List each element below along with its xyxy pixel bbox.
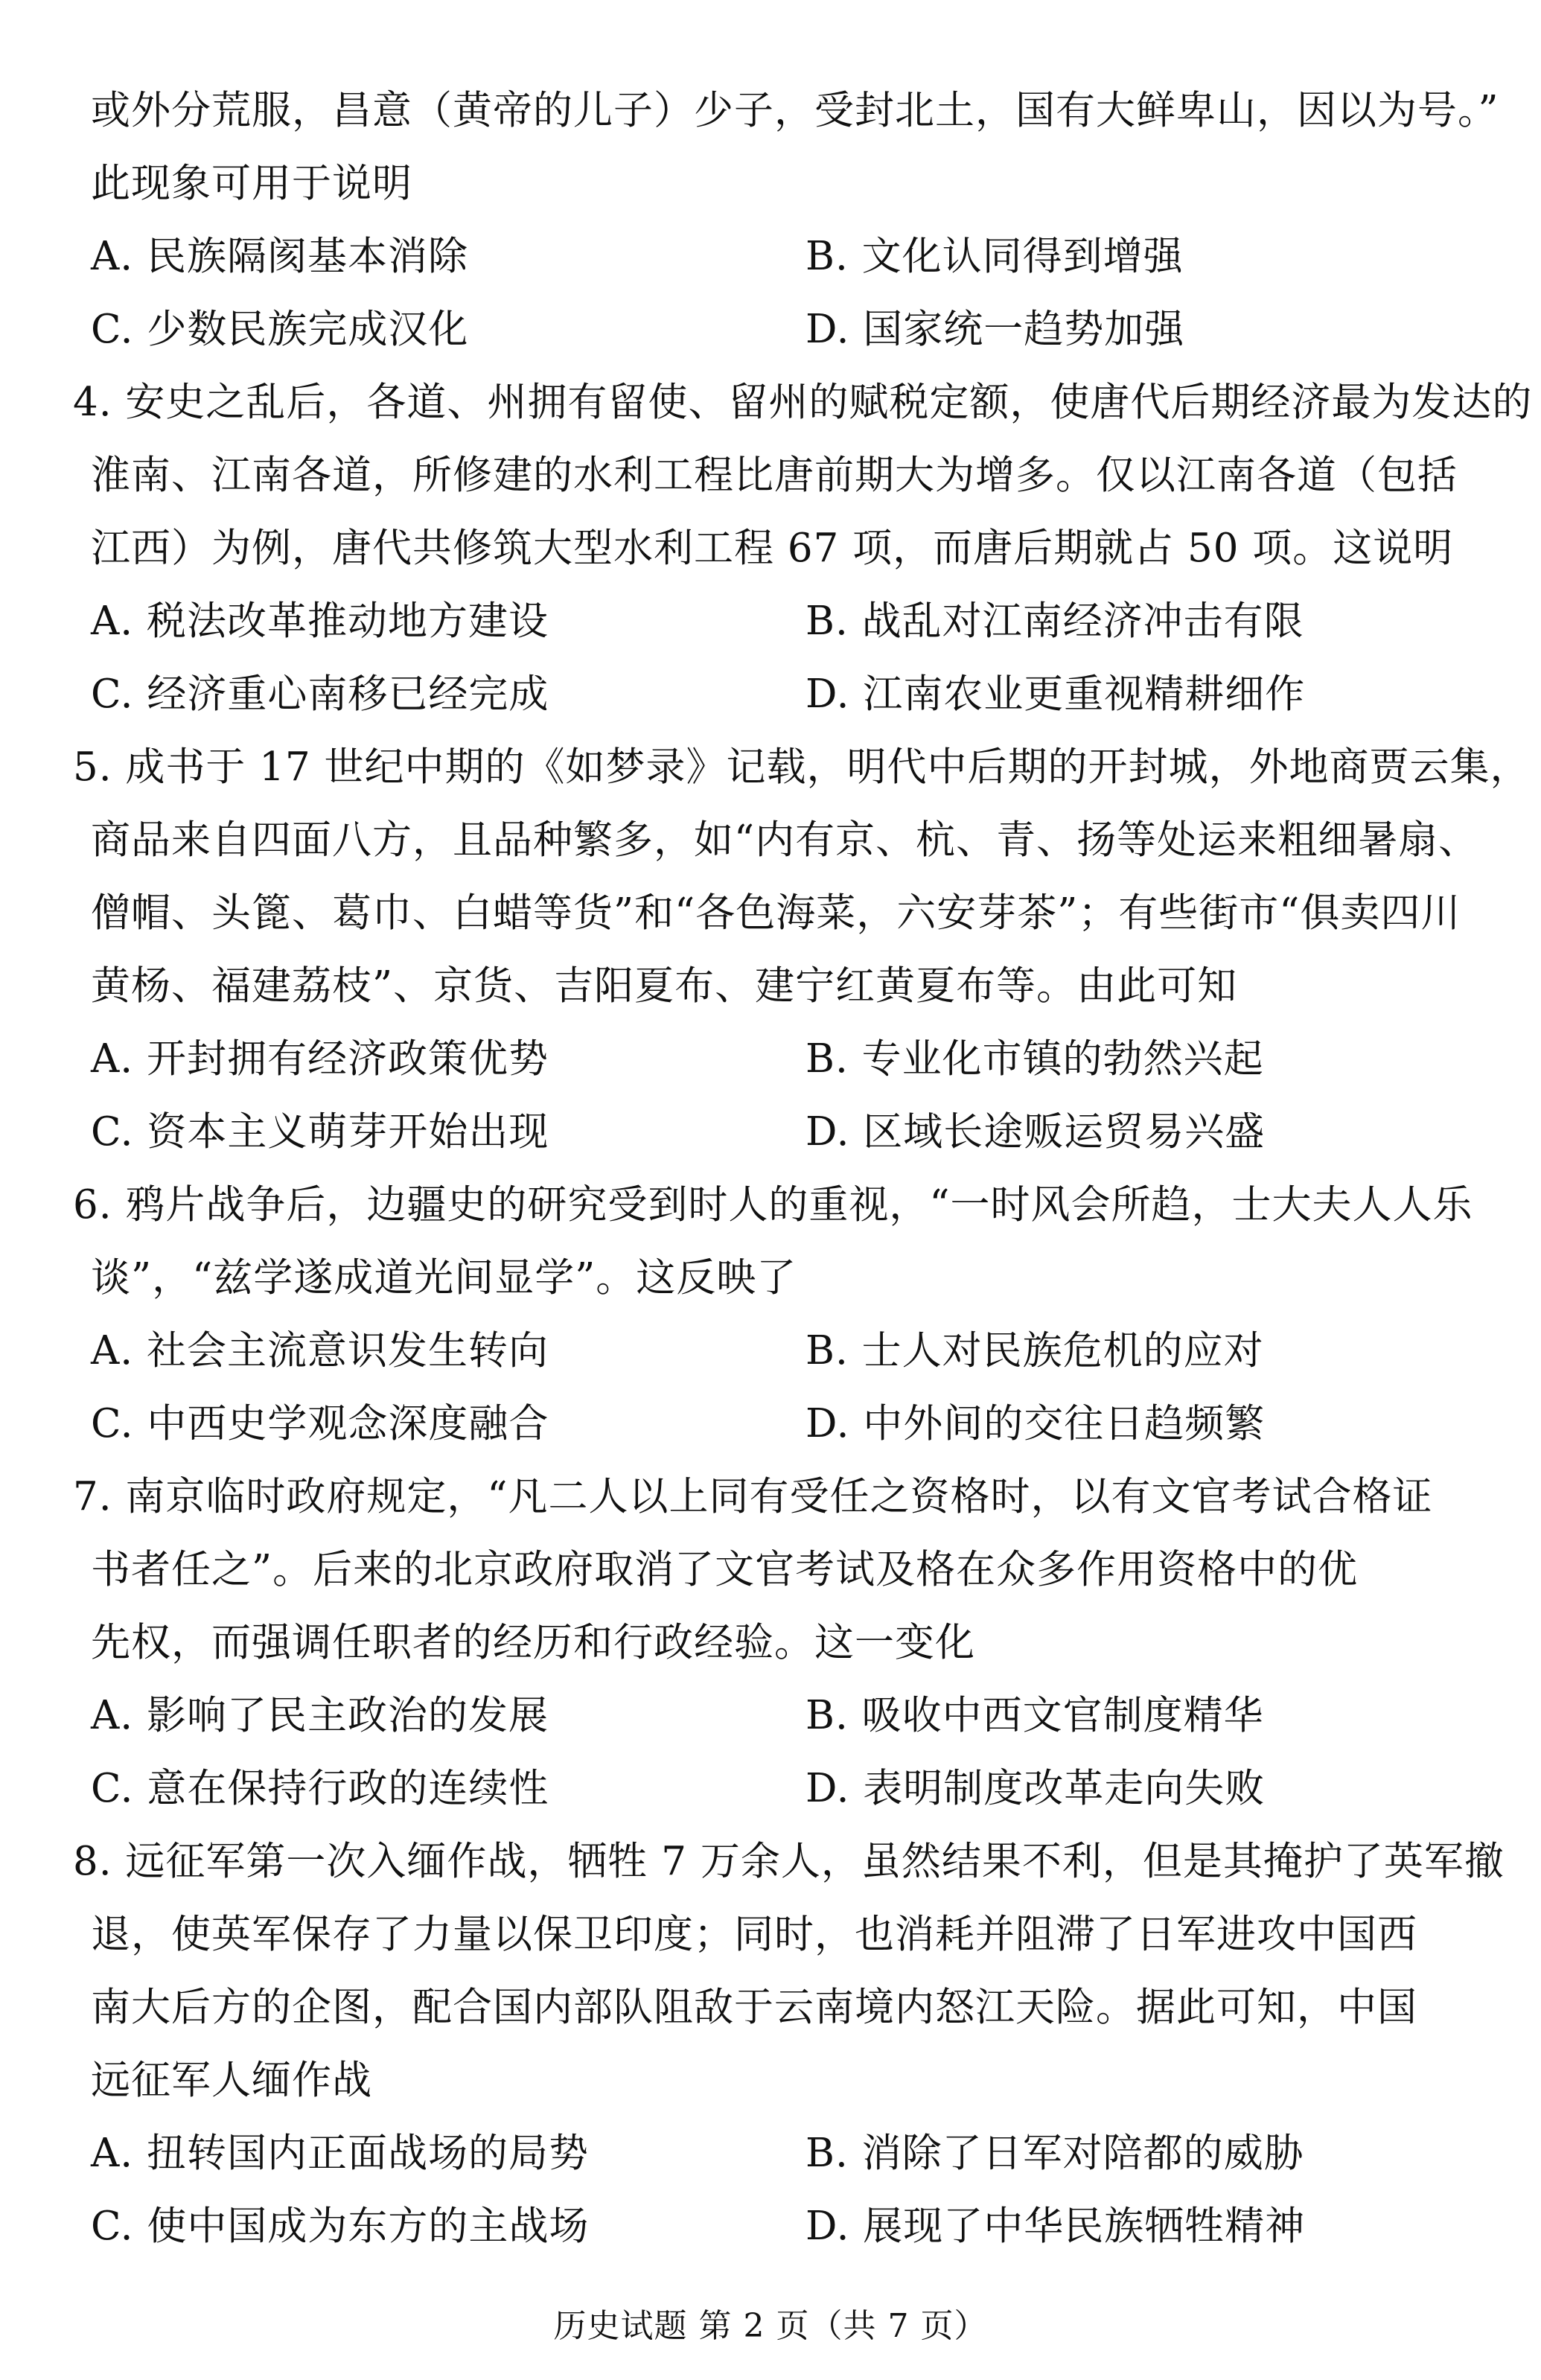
q5-text-line-3: 僧帽、头篦、葛巾、白蜡等货”和“各色海菜，六安芽茶”；有些街市“俱卖四川 [91, 890, 1461, 936]
q8-text-line-3: 南大后方的企图，配合国内部队阻敌于云南境内怒江天险。据此可知，中国 [91, 1985, 1417, 2030]
q4-options-row-2 [73, 658, 1480, 731]
q8-option-a: A. 扭转国内正面战场的局势 [91, 2131, 589, 2176]
q3-option-c: C. 少数民族完成汉化 [91, 307, 469, 352]
q5-option-a: A. 开封拥有经济政策优势 [91, 1036, 549, 1082]
q3-option-b: B. 文化认同得到增强 [805, 234, 1184, 279]
q3-options-row-1 [73, 220, 1480, 293]
q8-options-row-1 [73, 2117, 1480, 2190]
q8-text-line-4: 远征军人缅作战 [91, 2058, 372, 2103]
q6-option-b: B. 士人对民族危机的应对 [805, 1328, 1264, 1374]
q7-option-a: A. 影响了民主政治的发展 [91, 1693, 549, 1738]
q8-text-line-2: 退，使英军保存了力量以保卫印度；同时，也消耗并阻滞了日军进攻中国西 [91, 1912, 1417, 1957]
q4-option-c: C. 经济重心南移已经完成 [91, 671, 549, 717]
q6-option-c: C. 中西史学观念深度融合 [91, 1401, 549, 1446]
q8-text-line-1: 8. 远征军第一次入缅作战，牺牲 7 万余人，虽然结果不利，但是其掩护了英军撤 [73, 1839, 1505, 1884]
q4-options-row-1 [73, 585, 1480, 658]
q7-option-d: D. 表明制度改革走向失败 [805, 1766, 1266, 1811]
q6-text-line-1: 6. 鸦片战争后，边疆史的研究受到时人的重视，“一时风会所趋，士大夫人人乐 [73, 1182, 1473, 1228]
q6-options-row-2 [73, 1388, 1480, 1461]
q3-options-row-2 [73, 293, 1480, 366]
q5-text-line-1: 5. 成书于 17 世纪中期的《如梦录》记载，明代中后期的开封城，外地商贾云集， [73, 744, 1531, 790]
q4-text-line-2: 淮南、江南各道，所修建的水利工程比唐前期大为增多。仅以江南各道（包括 [91, 453, 1458, 498]
q3-option-a: A. 民族隔阂基本消除 [91, 234, 468, 279]
q5-option-d: D. 区域长途贩运贸易兴盛 [805, 1109, 1266, 1155]
page-footer: 历史试题 第 2 页（共 7 页） [553, 2307, 988, 2345]
q5-options-row-2 [73, 1096, 1480, 1169]
q8-option-d: D. 展现了中华民族牺牲精神 [805, 2204, 1306, 2249]
q7-options-row-2 [73, 1752, 1480, 1825]
q6-options-row-1 [73, 1315, 1480, 1388]
q7-text-line-3: 先权，而强调任职者的经历和行政经验。这一变化 [91, 1620, 975, 1665]
q3-text-line-2: 此现象可用于说明 [91, 161, 412, 206]
q5-options-row-1 [73, 1023, 1480, 1096]
q3-text-line-1: 或外分荒服，昌意（黄帝的儿子）少子，受封北土，国有大鲜卑山，因以为号。” [91, 88, 1499, 133]
q7-options-row-1 [73, 1679, 1480, 1752]
q4-text-line-3: 江西）为例，唐代共修筑大型水利工程 67 项，而唐后期就占 50 项。这说明 [91, 526, 1454, 571]
q8-option-b: B. 消除了日军对陪都的威胁 [805, 2131, 1304, 2176]
q8-option-c: C. 使中国成为东方的主战场 [91, 2204, 590, 2249]
q4-option-d: D. 江南农业更重视精耕细作 [805, 671, 1306, 717]
q7-option-c: C. 意在保持行政的连续性 [91, 1766, 549, 1811]
q4-text-line-1: 4. 安史之乱后，各道、州拥有留使、留州的赋税定额，使唐代后期经济最为发达的 [73, 380, 1533, 425]
q4-option-b: B. 战乱对江南经济冲击有限 [805, 599, 1304, 644]
q7-text-line-2: 书者任之”。后来的北京政府取消了文官考试及格在众多作用资格中的优 [91, 1547, 1359, 1592]
q8-options-row-2 [73, 2190, 1480, 2263]
q5-text-line-2: 商品来自四面八方，且品种繁多，如“内有京、杭、青、扬等处运来粗细暑扇、 [91, 817, 1479, 863]
q6-option-a: A. 社会主流意识发生转向 [91, 1328, 549, 1374]
q5-option-c: C. 资本主义萌芽开始出现 [91, 1109, 549, 1155]
q5-text-line-4: 黄杨、福建荔枝”、京货、吉阳夏布、建宁红黄夏布等。由此可知 [91, 963, 1238, 1009]
q6-text-line-2: 谈”，“兹学遂成道光间显学”。这反映了 [91, 1255, 797, 1301]
q3-option-d: D. 国家统一趋势加强 [805, 307, 1185, 352]
q7-text-line-1: 7. 南京临时政府规定，“凡二人以上同有受任之资格时，以有文官考试合格证 [73, 1474, 1433, 1519]
q4-option-a: A. 税法改革推动地方建设 [91, 599, 549, 644]
q6-option-d: D. 中外间的交往日趋频繁 [805, 1401, 1266, 1446]
q7-option-b: B. 吸收中西文官制度精华 [805, 1693, 1264, 1738]
q5-option-b: B. 专业化市镇的勃然兴起 [805, 1036, 1264, 1082]
exam-content [73, 74, 1533, 2263]
